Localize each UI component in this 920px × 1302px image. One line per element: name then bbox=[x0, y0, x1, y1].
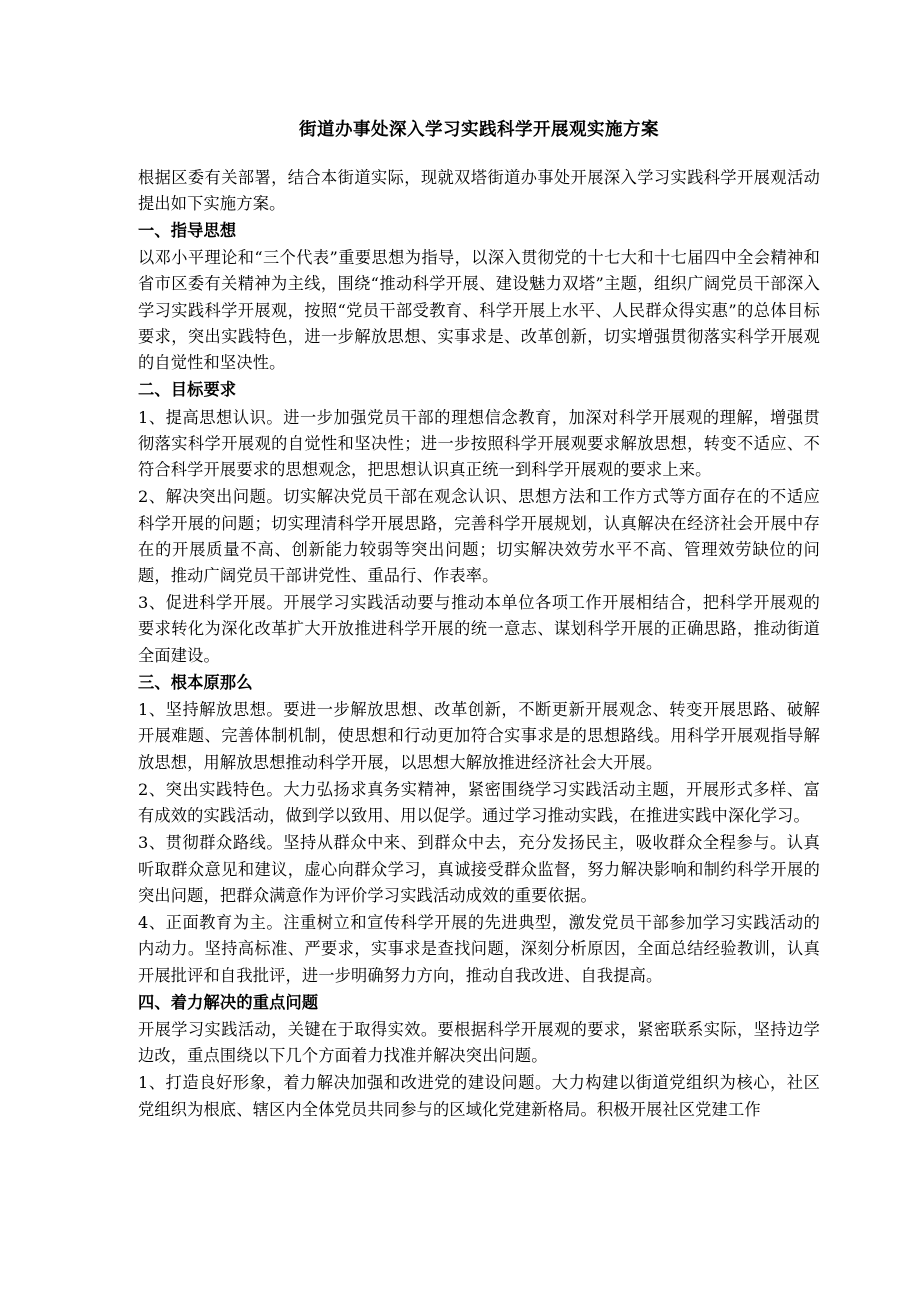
paragraph-goal-1: 1、提高思想认识。进一步加强党员干部的理想信念教育，加深对科学开展观的理解，增强贯彻落实科学开展观的自觉性和坚决性；进一步按照科学开展观要求解放思想，转变不适应、不符合科学开展要求的思想观念，把思想认识真正统一到科学开展观的要求上来。 bbox=[138, 407, 820, 480]
paragraph-guiding-ideology: 以邓小平理论和“三个代表”重要思想为指导，以深入贯彻党的十七大和十七届四中全会精神和省市区委有关精神为主线，围绕“推动科学开展、建设魅力双塔”主题，组织广阔党员干部深入学习实践科学开展观，按照“党员干部受教育、科学开展上水平、人民群众得实惠”的总体目标要求，突出实践特色，进一步解放思想、实事求是、改革创新，切实增强贯彻落实科学开展观的自觉性和坚决性。 bbox=[138, 248, 820, 373]
document-body bbox=[138, 165, 820, 1123]
paragraph-principle-2: 2、突出实践特色。大力弘扬求真务实精神，紧密围绕学习实践活动主题，开展形式多样、富有成效的实践活动，做到学以致用、用以促学。通过学习推动实践，在推进实践中深化学习。 bbox=[138, 779, 820, 826]
paragraph-key-issue-1: 1、打造良好形象，着力解决加强和改进党的建设问题。大力构建以街道党组织为核心，社区党组织为根底、辖区内全体党员共同参与的区域化党建新格局。积极开展社区党建工作 bbox=[138, 1073, 820, 1119]
paragraph-key-issues-intro: 开展学习实践活动，关键在于取得实效。要根据科学开展观的要求，紧密联系实际，坚持边学边改，重点围绕以下几个方面着力找准并解决突出问题。 bbox=[138, 1020, 820, 1066]
paragraph-intro: 根据区委有关部署，结合本街道实际，现就双塔街道办事处开展深入学习实践科学开展观活动提出如下实施方案。 bbox=[138, 167, 820, 213]
paragraph-principle-4: 4、正面教育为主。注重树立和宣传科学开展的先进典型，激发党员干部参加学习实践活动的内动力。坚持高标准、严要求，实事求是查找问题，深刻分析原因，全面总结经验教训，认真开展批评和自我批评，进一步明确努力方向，推动自我改进、自我提高。 bbox=[138, 913, 820, 985]
section-heading-4: 四、着力解决的重点问题 bbox=[138, 992, 319, 1012]
paragraph-principle-3: 3、贯彻群众路线。坚持从群众中来、到群众中去，充分发扬民主，吸收群众全程参与。认真听取群众意见和建议，虚心向群众学习，真诚接受群众监督，努力解决影响和制约科学开展的突出问题，把群众满意作为评价学习实践活动成效的重要依据。 bbox=[138, 833, 820, 905]
paragraph-principle-1: 1、坚持解放思想。要进一步解放思想、改革创新，不断更新开展观念、转变开展思路、破解开展难题、完善体制机制，使思想和行动更加符合实事求是的思想路线。用科学开展观指导解放思想，用解放思想推动科学开展，以思想大解放推进经济社会大开展。 bbox=[138, 700, 820, 772]
paragraph-goal-2: 2、解决突出问题。切实解决党员干部在观念认识、思想方法和工作方式等方面存在的不适应科学开展的问题；切实理清科学开展思路，完善科学开展规划，认真解决在经济社会开展中存在的开展质量不高、创新能力较弱等突出问题；切实解决效劳水平不高、管理效劳缺位的问题，推动广阔党员干部讲党性、重品行、作表率。 bbox=[138, 487, 820, 586]
page-title: 街道办事处深入学习实践科学开展观实施方案 bbox=[299, 120, 659, 140]
section-heading-2: 二、目标要求 bbox=[138, 380, 237, 400]
paragraph-goal-3: 3、促进科学开展。开展学习实践活动要与推动本单位各项工作开展相结合，把科学开展观的要求转化为深化改革扩大开放推进科学开展的统一意志、谋划科学开展的正确思路，推动街道全面建设。 bbox=[138, 593, 820, 665]
section-heading-3: 三、根本原那么 bbox=[138, 672, 253, 692]
section-heading-1: 一、指导思想 bbox=[138, 220, 237, 240]
